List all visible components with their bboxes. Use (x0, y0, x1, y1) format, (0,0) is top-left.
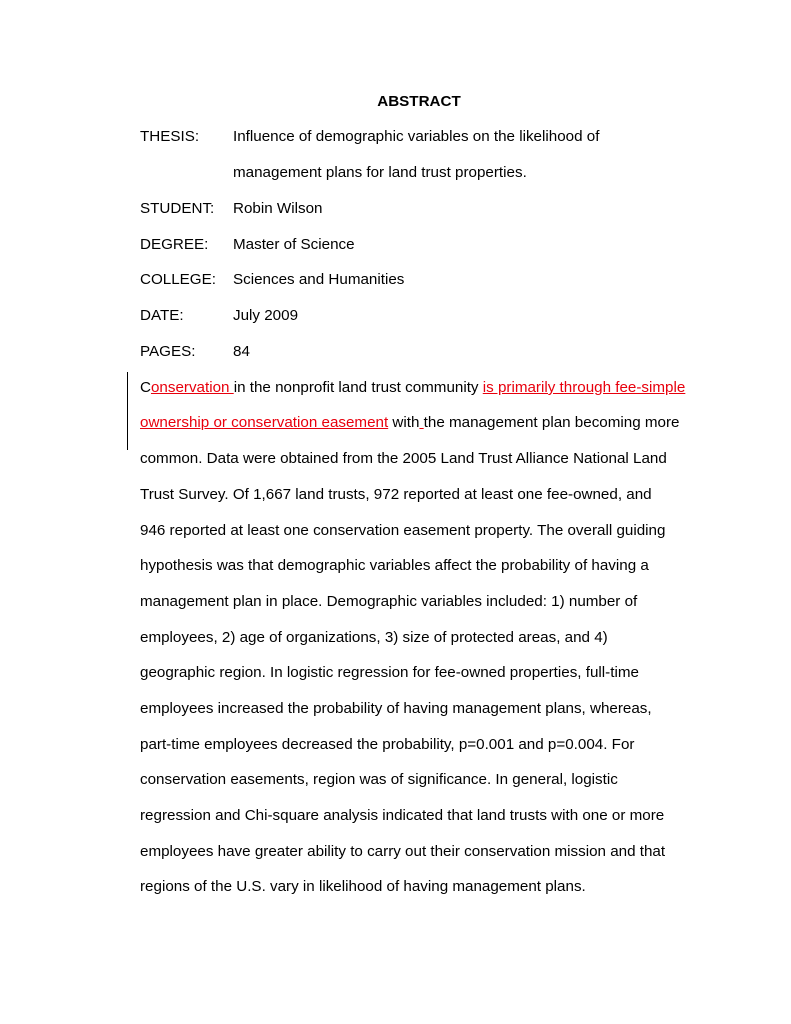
thesis-title-line-2: management plans for land trust properties. (233, 164, 527, 181)
student-name: Robin Wilson (233, 200, 323, 217)
page-title: ABSTRACT (377, 93, 461, 110)
thesis-label: THESIS: (140, 128, 200, 145)
degree-value: Master of Science (233, 236, 355, 253)
abstract-line: common. Data were obtained from the 2005 Land Trust Alliance National Land (140, 450, 667, 467)
abstract-line: regions of the U.S. vary in likelihood of having management plans. (140, 878, 586, 895)
revision-change-bar (127, 372, 128, 450)
abstract-text: C (140, 379, 151, 396)
abstract-line: employees have greater ability to carry out their conservation mission and that (140, 843, 666, 860)
date-label: DATE: (140, 307, 184, 324)
student-label: STUDENT: (140, 200, 215, 217)
college-label: COLLEGE: (140, 271, 216, 288)
thesis-title-line-1: Influence of demographic variables on the likelihood of (233, 128, 600, 145)
tracked-insertion: onservation (150, 379, 234, 396)
abstract-line: employees increased the probability of having management plans, whereas, (140, 700, 652, 717)
abstract-line-2 (140, 413, 679, 433)
abstract-line: hypothesis was that demographic variables affect the probability of having a (140, 557, 649, 574)
abstract-line: 946 reported at least one conservation easement property. The overall guiding (140, 522, 666, 539)
abstract-line: management plan in place. Demographic variables included: 1) number of (140, 593, 638, 610)
abstract-line-1 (140, 378, 685, 398)
degree-label: DEGREE: (140, 236, 209, 253)
college-value: Sciences and Humanities (233, 271, 405, 288)
abstract-text: the management plan becoming more (423, 414, 680, 431)
abstract-text: in the nonprofit land trust community (233, 379, 483, 396)
abstract-text: with (388, 414, 420, 431)
tracked-insertion: is primarily through fee-simple (482, 379, 686, 396)
date-value: July 2009 (233, 307, 299, 324)
abstract-line: Trust Survey. Of 1,667 land trusts, 972 reported at least one fee-owned, and (140, 486, 652, 503)
abstract-line: part-time employees decreased the probability, p=0.001 and p=0.004. For (140, 736, 635, 753)
abstract-line: employees, 2) age of organizations, 3) size of protected areas, and 4) (140, 629, 608, 646)
tracked-insertion: ownership or conservation easement (140, 414, 389, 431)
pages-value: 84 (233, 343, 250, 360)
abstract-line: geographic region. In logistic regression for fee-owned properties, full-time (140, 664, 639, 681)
abstract-line: regression and Chi-square analysis indicated that land trusts with one or more (140, 807, 665, 824)
pages-label: PAGES: (140, 343, 196, 360)
abstract-line: conservation easements, region was of significance. In general, logistic (140, 771, 618, 788)
